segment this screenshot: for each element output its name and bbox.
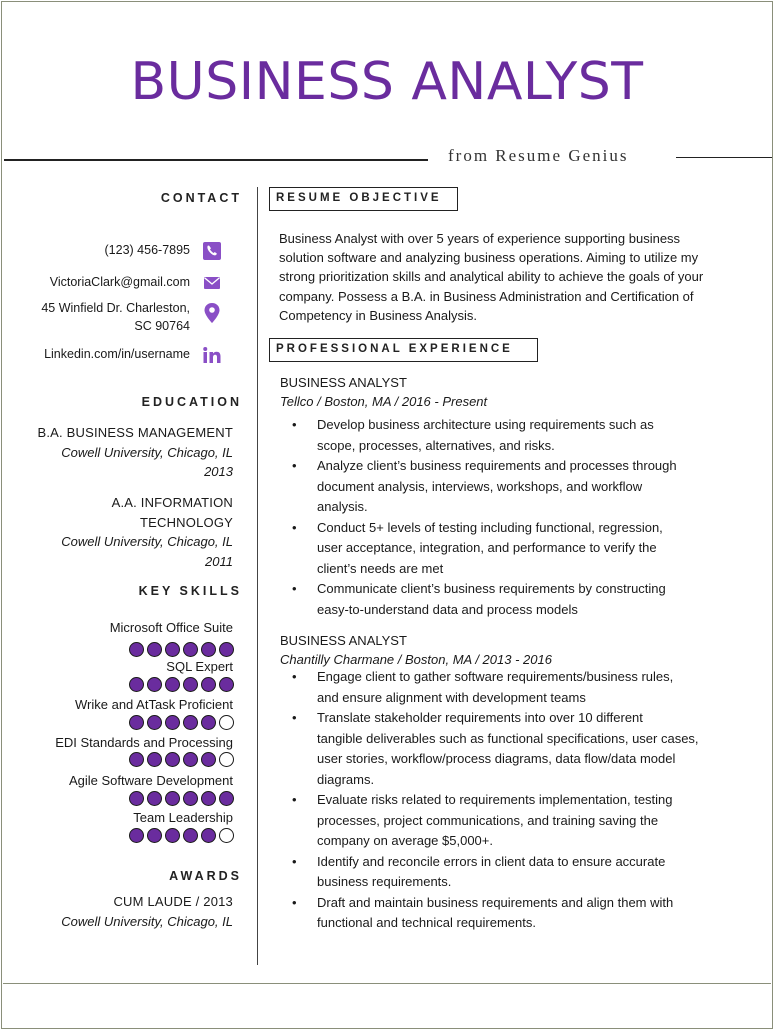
skill-dot-filled [147, 677, 162, 692]
email-icon [202, 273, 222, 293]
skill-dot-filled [129, 677, 144, 692]
job-bullet [292, 852, 742, 893]
education-year: 2013 [204, 464, 233, 479]
experience-heading: PROFESSIONAL EXPERIENCE [269, 338, 538, 362]
job-bullet-line: • Conduct 5+ levels of testing including functional, regression, [317, 519, 663, 535]
skill-dot-filled [183, 715, 198, 730]
contact-address-row [0, 299, 256, 335]
job-bullet-line: analysis. [317, 499, 368, 514]
contact-address-line1: 45 Winfield Dr. Charleston, [41, 301, 190, 315]
objective-heading: RESUME OBJECTIVE [269, 187, 458, 211]
contact-email-row [0, 273, 256, 293]
skill-dot-filled [201, 642, 216, 657]
skill-dot-filled [201, 791, 216, 806]
column-divider [257, 187, 258, 965]
contact-phone: (123) 456-7895 [104, 243, 190, 257]
bottom-rule [3, 983, 771, 984]
skill-dot-filled [129, 752, 144, 767]
skill-dot-filled [219, 791, 234, 806]
skill-dot-empty [219, 828, 234, 843]
location-pin-icon [202, 303, 222, 323]
job-bullet-line: processes, project communications, and training saving the [317, 812, 659, 828]
contact-linkedin[interactable]: Linkedin.com/in/username [44, 347, 190, 361]
skill-rating [100, 828, 234, 843]
skill-dot-filled [201, 677, 216, 692]
education-year: 2011 [205, 553, 233, 569]
job-bullet [292, 579, 742, 620]
skill-dot-filled [183, 752, 198, 767]
education-degree: A.A. INFORMATION [111, 495, 233, 510]
skill-dot-filled [165, 677, 180, 692]
job-bullet-line: and ensure alignment with development teams [317, 689, 586, 705]
resume-title: BUSINESS ANALYST [130, 52, 644, 112]
education-item-2 [20, 493, 233, 571]
objective-line: strong prioritization skills and analytical ability to achieve the goals of your [279, 269, 704, 285]
contact-address-line2: SC 90764 [134, 319, 190, 333]
job-bullet [292, 518, 742, 580]
objective-text [279, 229, 757, 325]
header-rule-right [676, 157, 772, 158]
job-bullet-line: • Translate stakeholder requirements into over 10 different [317, 710, 643, 725]
job-title: BUSINESS ANALYST [280, 375, 407, 390]
job-bullet [292, 790, 742, 852]
job-bullet-line: diagrams. [317, 771, 375, 787]
skill-dot-filled [183, 642, 198, 657]
job-bullet-line: • Develop business architecture using requirements such as [317, 417, 654, 432]
skill-dot-filled [201, 715, 216, 730]
skill-rating [100, 715, 234, 730]
skill-dot-filled [147, 715, 162, 730]
skill-rating [100, 677, 234, 692]
job-bullet-line: • Analyze client’s business requirements and processes through [317, 458, 677, 473]
skill-dot-filled [183, 677, 198, 692]
skill-dot-filled [129, 791, 144, 806]
skill-rating [100, 752, 234, 767]
skill-dot-filled [129, 715, 144, 730]
skill-dot-filled [165, 828, 180, 843]
job-bullet-line: • Evaluate risks related to requirements implementation, testing [317, 792, 673, 807]
job-bullet-line: company on average $5,000+. [317, 833, 493, 848]
skill-dot-filled [129, 828, 144, 843]
skill-rating [100, 642, 234, 657]
contact-linkedin-row [0, 345, 256, 365]
skill-dot-empty [219, 715, 234, 730]
job-bullet-line: scope, processes, alternatives, and risks. [317, 437, 555, 453]
job-title: BUSINESS ANALYST [280, 633, 407, 648]
education-degree: B.A. BUSINESS MANAGEMENT [37, 425, 233, 440]
skill-dot-filled [219, 642, 234, 657]
education-school: Cowell University, Chicago, IL [61, 444, 233, 460]
job-meta: Tellco / Boston, MA / 2016 - Present [280, 394, 488, 409]
job-bullet-line: tangible deliverables such as functional specifications, user cases, [317, 730, 699, 746]
skill-dot-filled [147, 791, 162, 806]
skill-label: Wrike and AtTask Proficient [75, 697, 233, 712]
job-bullet-line: • Engage client to gather software requirements/business rules, [317, 669, 674, 684]
skill-dot-filled [201, 828, 216, 843]
job-bullet-line: easy-to-understand data and process models [317, 601, 578, 617]
job-bullet-line: document analysis, interviews, workshops, and workflow [317, 478, 643, 494]
award-item [20, 892, 233, 931]
skill-dot-filled [219, 677, 234, 692]
job-meta: Chantilly Charmane / Boston, MA / 2013 - 2016 [280, 652, 552, 667]
from-line: from Resume Genius [448, 146, 629, 165]
job-bullet-line: • Communicate client’s business requirements by constructing [317, 581, 666, 596]
contact-heading: CONTACT [160, 191, 242, 205]
objective-line: Business Analyst with over 5 years of experience supporting business [279, 231, 681, 246]
skill-dot-filled [165, 715, 180, 730]
objective-line: solution software and analyzing business operations. Aiming to utilize my [279, 250, 699, 266]
job-bullet-line: functional and technical requirements. [317, 915, 536, 930]
job-bullet [292, 708, 742, 790]
skill-dot-filled [129, 642, 144, 657]
job-bullet [292, 415, 742, 456]
skill-dot-filled [165, 752, 180, 767]
skill-dot-filled [183, 791, 198, 806]
skill-dot-filled [165, 642, 180, 657]
skill-dot-empty [219, 752, 234, 767]
job-bullets [292, 415, 742, 620]
skill-dot-filled [147, 642, 162, 657]
job-bullets [292, 667, 742, 934]
linkedin-icon [202, 345, 222, 365]
job-bullet [292, 893, 742, 934]
skills-heading: KEY SKILLS [138, 584, 242, 598]
skill-rating [100, 791, 234, 806]
header-rule-left [4, 159, 428, 161]
skill-dot-filled [183, 828, 198, 843]
award-school: Cowell University, Chicago, IL [61, 913, 233, 929]
job-bullet-line: • Draft and maintain business requirements and align them with [317, 894, 674, 910]
contact-email: VictoriaClark@gmail.com [49, 275, 190, 289]
objective-line: company. Possess a B.A. in Business Administration and Certification of [279, 288, 694, 304]
job-bullet-line: user acceptance, integration, and performance to verify the [317, 540, 657, 555]
job-bullet-line: • Identify and reconcile errors in client data to ensure accurate [317, 853, 666, 869]
education-degree-cont: TECHNOLOGY [139, 514, 233, 530]
education-school: Cowell University, Chicago, IL [61, 534, 233, 549]
education-heading: EDUCATION [141, 395, 242, 409]
skill-label: SQL Expert [166, 659, 233, 674]
skill-label: Team Leadership [133, 810, 233, 825]
awards-heading: AWARDS [169, 869, 242, 883]
skill-label: Agile Software Development [68, 773, 233, 788]
job-bullet [292, 456, 742, 518]
award-title: CUM LAUDE / 2013 [113, 894, 233, 909]
job-bullet-line: business requirements. [317, 874, 452, 889]
skill-dot-filled [147, 752, 162, 767]
skill-dot-filled [147, 828, 162, 843]
skill-label: EDI Standards and Processing [55, 735, 233, 750]
skill-dot-filled [201, 752, 216, 767]
job-bullet-line: client’s needs are met [317, 560, 444, 576]
contact-phone-row [0, 241, 256, 261]
phone-icon [202, 241, 222, 261]
skill-dot-filled [165, 791, 180, 806]
job-bullet-line: user stories, workflow/process diagrams, data flow/data model [317, 751, 676, 766]
skill-label: Microsoft Office Suite [109, 620, 233, 635]
education-item-1 [20, 423, 233, 482]
objective-line: Competency in Business Analysis. [279, 307, 477, 323]
job-bullet [292, 667, 742, 708]
